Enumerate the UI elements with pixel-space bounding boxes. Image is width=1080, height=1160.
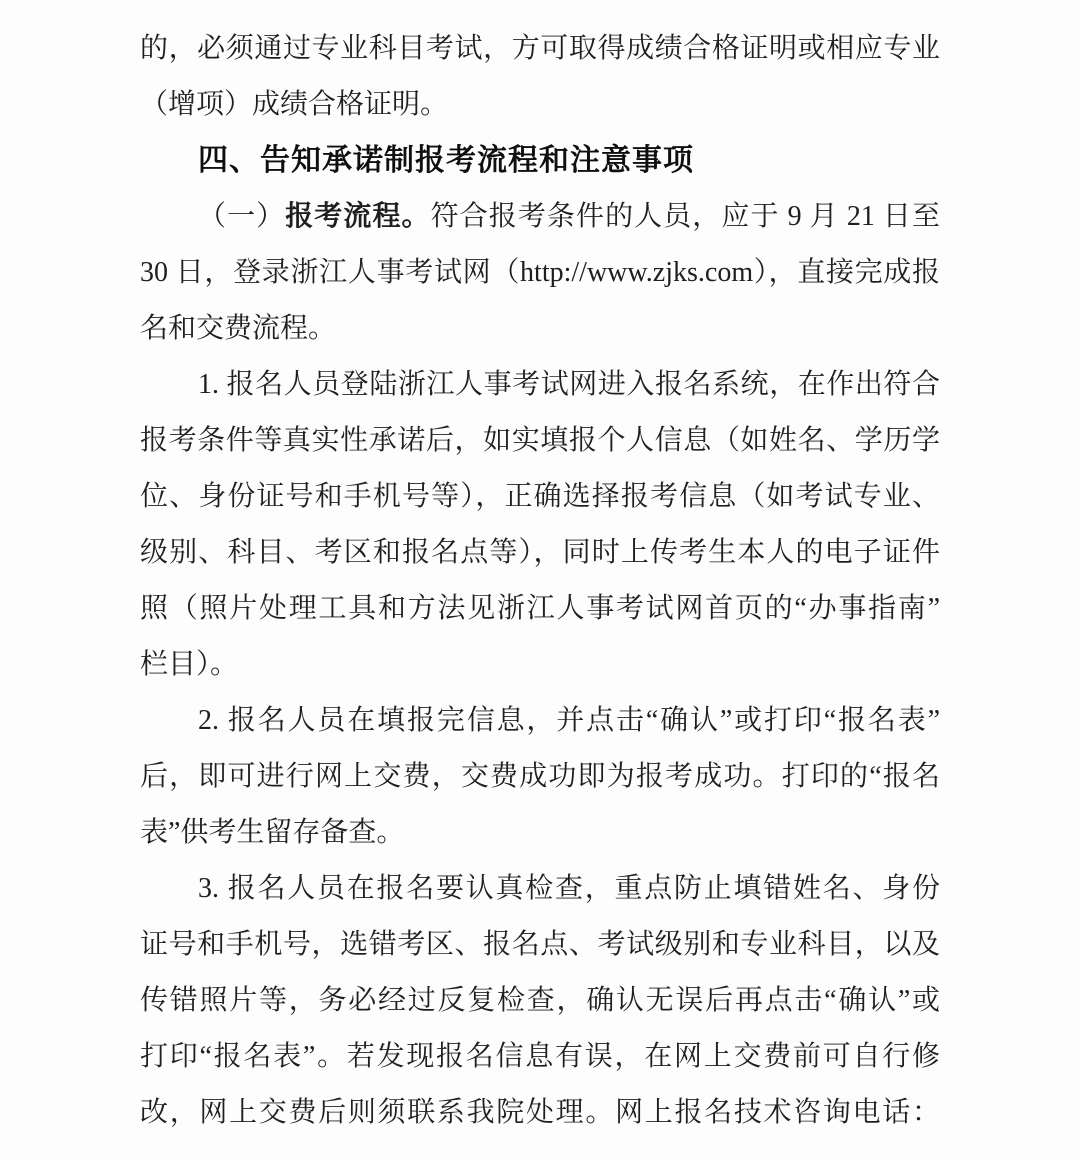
text-line: 传错照片等，务必经过反复检查，确认无误后再点击“确认”或 xyxy=(140,985,940,1016)
bold-lead-text: 报考流程。 xyxy=(285,201,431,232)
list-item-label: （一） xyxy=(198,201,286,232)
text-line: 证号和手机号，选错考区、报名点、考试级别和专业科目，以及 xyxy=(140,929,940,960)
text-line: 位、身份证号和手机号等），正确选择报考信息（如考试专业、 xyxy=(140,481,940,512)
text-line: 表”供考生留存备查。 xyxy=(140,817,405,848)
text-line: 改，网上交费后则须联系我院处理。网上报名技术咨询电话： xyxy=(140,1097,940,1128)
text-line xyxy=(140,189,940,245)
text-line: 3. 报名人员在报名要认真检查，重点防止填错姓名、身份 xyxy=(198,873,940,904)
text-line: 打印“报名表”。若发现报名信息有误，在网上交费前可自行修 xyxy=(140,1041,940,1072)
section-heading: 四、告知承诺制报考流程和注意事项 xyxy=(198,144,694,177)
text-line: 1. 报名人员登陆浙江人事考试网进入报名系统，在作出符合 xyxy=(198,369,940,400)
text-line: 栏目）。 xyxy=(140,649,239,680)
text-line: 2. 报名人员在填报完信息，并点击“确认”或打印“报名表” xyxy=(198,705,940,736)
text-line: （增项）成绩合格证明。 xyxy=(140,89,449,120)
text-line: 后，即可进行网上交费，交费成功即为报考成功。打印的“报名 xyxy=(140,761,940,792)
text-line: 报考条件等真实性承诺后，如实填报个人信息（如姓名、学历学 xyxy=(140,425,940,456)
text-line: 级别、科目、考区和报名点等），同时上传考生本人的电子证件 xyxy=(140,537,940,568)
text-line: 照（照片处理工具和方法见浙江人事考试网首页的“办事指南” xyxy=(140,593,940,624)
text-line: 的，必须通过专业科目考试，方可取得成绩合格证明或相应专业 xyxy=(140,33,940,64)
text-line: 名和交费流程。 xyxy=(140,313,337,344)
document-content xyxy=(140,0,940,1141)
text-segment: 符合报考条件的人员，应于 9 月 21 日至 xyxy=(430,201,940,232)
text-line: 30 日，登录浙江人事考试网（http://www.zjks.com），直接完成报 xyxy=(140,257,940,288)
